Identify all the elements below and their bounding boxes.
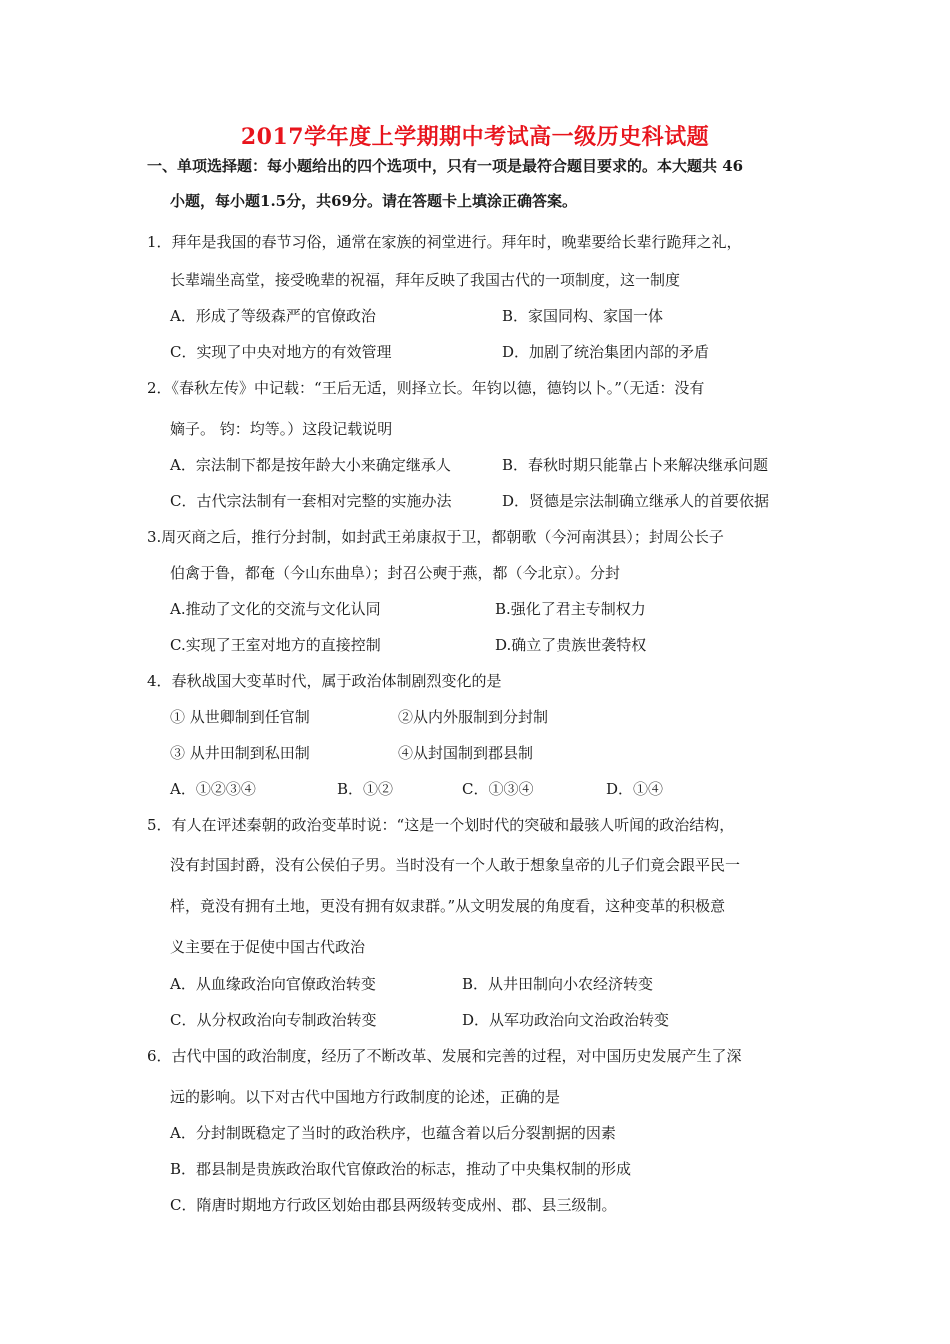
question-6-text-line-2: 远的影响。以下对古代中国地方行政制度的论述，正确的是 xyxy=(170,1088,561,1106)
question-4-item-2: ②从内外服制到分封制 xyxy=(398,708,549,726)
question-5-option-c: C．从分权政治向专制政治转变 xyxy=(170,1011,377,1029)
question-6-option-c: C．隋唐时期地方行政区划始由郡县两级转变成州、郡、县三级制。 xyxy=(170,1196,617,1214)
question-4-option-b: B．①② xyxy=(337,780,394,798)
question-2-text-line-2: 嫡子。 钧：均等。）这段记载说明 xyxy=(170,420,393,438)
question-2-option-c: C．古代宗法制有一套相对完整的实施办法 xyxy=(170,492,452,510)
section-instruction-line-1: 一、单项选择题：每小题给出的四个选项中，只有一项是最符合题目要求的。本大题共 46 xyxy=(147,157,744,175)
question-2-text-line-1: 2．《春秋左传》中记载：“王后无适，则择立长。年钧以德，德钧以卜。”（无适：没有 xyxy=(147,379,705,397)
question-3-option-c: C.实现了王室对地方的直接控制 xyxy=(170,636,381,654)
question-1-option-d: D．加剧了统治集团内部的矛盾 xyxy=(502,343,710,361)
question-6-option-a: A．分封制既稳定了当时的政治秩序，也蕴含着以后分裂割据的因素 xyxy=(170,1124,616,1142)
question-5-text-line-1: 5．有人在评述秦朝的政治变革时说：“这是一个划时代的突破和最骇人听闻的政治结构， xyxy=(147,816,735,834)
question-2-option-d: D．贤德是宗法制确立继承人的首要依据 xyxy=(502,492,770,510)
question-4-item-1: ① 从世卿制到任官制 xyxy=(170,708,310,726)
question-3-option-a: A.推动了文化的交流与文化认同 xyxy=(170,600,381,618)
question-6-text-line-1: 6．古代中国的政治制度，经历了不断改革、发展和完善的过程，对中国历史发展产生了深 xyxy=(147,1047,742,1065)
question-5-text-line-2: 没有封国封爵，没有公侯伯子男。当时没有一个人敢于想象皇帝的儿子们竟会跟平民一 xyxy=(170,856,741,874)
question-2-option-b: B．春秋时期只能靠占卜来解决继承问题 xyxy=(502,456,769,474)
question-5-option-a: A．从血缘政治向官僚政治转变 xyxy=(170,975,376,993)
question-5-option-b: B．从井田制向小农经济转变 xyxy=(462,975,654,993)
question-1-text-line-1: 1．拜年是我国的春节习俗，通常在家族的祠堂进行。拜年时，晚辈要给长辈行跪拜之礼， xyxy=(147,233,742,251)
question-4-text-line-1: 4．春秋战国大变革时代，属于政治体制剧烈变化的是 xyxy=(147,672,502,690)
question-4-option-d: D．①④ xyxy=(606,780,664,798)
question-4-option-a: A．①②③④ xyxy=(170,780,256,798)
question-1-option-a: A．形成了等级森严的官僚政治 xyxy=(170,307,376,325)
question-3-option-b: B.强化了君主专制权力 xyxy=(495,600,646,618)
question-3-text-line-1: 3.周灭商之后，推行分封制，如封武王弟康叔于卫，都朝歌（今河南淇县）；封周公长子 xyxy=(147,528,724,546)
exam-title: 2017学年度上学期期中考试高一级历史科试题 xyxy=(240,124,710,150)
question-6-option-b: B．郡县制是贵族政治取代官僚政治的标志，推动了中央集权制的形成 xyxy=(170,1160,632,1178)
question-3-option-d: D.确立了贵族世袭特权 xyxy=(495,636,647,654)
question-1-option-b: B．家国同构、家国一体 xyxy=(502,307,664,325)
question-3-text-line-2: 伯禽于鲁，都奄（今山东曲阜）；封召公奭于燕，都（今北京）。分封 xyxy=(170,564,621,582)
section-instruction-line-2: 小题，每小题1.5分，共69分。请在答题卡上填涂正确答案。 xyxy=(170,192,577,210)
question-5-text-line-4: 义主要在于促使中国古代政治 xyxy=(170,938,366,956)
question-4-item-3: ③ 从井田制到私田制 xyxy=(170,744,310,762)
question-4-item-4: ④从封国制到郡县制 xyxy=(398,744,534,762)
question-5-text-line-3: 样，竟没有拥有土地，更没有拥有奴隶群。”从文明发展的角度看，这种变革的积极意 xyxy=(170,897,726,915)
question-5-option-d: D．从军功政治向文治政治转变 xyxy=(462,1011,670,1029)
question-2-option-a: A．宗法制下都是按年龄大小来确定继承人 xyxy=(170,456,451,474)
question-1-text-line-2: 长辈端坐高堂，接受晚辈的祝福，拜年反映了我国古代的一项制度，这一制度 xyxy=(170,271,681,289)
question-1-option-c: C．实现了中央对地方的有效管理 xyxy=(170,343,392,361)
question-4-option-c: C．①③④ xyxy=(462,780,534,798)
